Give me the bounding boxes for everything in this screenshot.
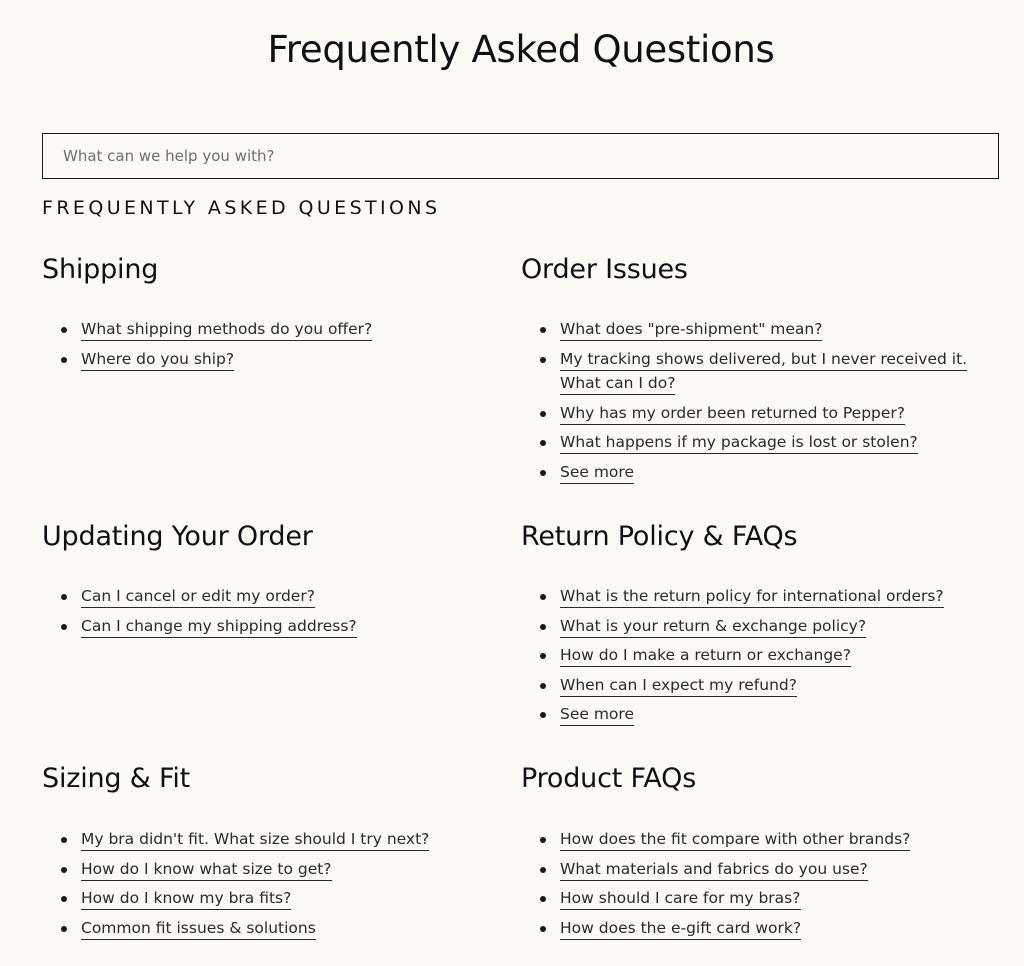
bullet-icon: [61, 327, 67, 333]
list-item: [42, 317, 502, 342]
bullet-icon: [540, 327, 546, 333]
category-title: Shipping: [42, 254, 159, 285]
question-link[interactable]: When can I expect my refund?: [560, 676, 797, 697]
question-link[interactable]: How do I know what size to get?: [81, 860, 332, 881]
question-link[interactable]: Common fit issues & solutions: [81, 919, 316, 940]
bullet-icon: [540, 594, 546, 600]
category-shipping: [42, 252, 502, 376]
bullet-icon: [61, 357, 67, 363]
question-link[interactable]: What does "pre-shipment" mean?: [560, 320, 822, 341]
question-link[interactable]: What shipping methods do you offer?: [81, 320, 372, 341]
category-title: Updating Your Order: [42, 521, 313, 552]
question-link[interactable]: How does the fit compare with other brands?: [560, 830, 910, 851]
bullet-icon: [61, 896, 67, 902]
bullet-icon: [540, 683, 546, 689]
list-item: [42, 347, 502, 372]
bullet-icon: [61, 594, 67, 600]
list-item: [521, 347, 981, 396]
bullet-icon: [540, 896, 546, 902]
list-item: [42, 886, 502, 911]
list-item: [42, 614, 502, 639]
question-link[interactable]: What is the return policy for international orders?: [560, 587, 944, 608]
list-item: [521, 430, 981, 455]
category-return-policy: [521, 519, 981, 732]
list-item: [521, 857, 981, 882]
question-link[interactable]: How do I know my bra fits?: [81, 889, 291, 910]
question-list: [521, 584, 981, 727]
bullet-icon: [540, 926, 546, 932]
page-title: Frequently Asked Questions: [267, 28, 775, 71]
bullet-icon: [540, 357, 546, 363]
list-item: [521, 702, 981, 727]
question-link[interactable]: Can I change my shipping address?: [81, 617, 357, 638]
category-title: Return Policy & FAQs: [521, 521, 798, 552]
list-item: [521, 614, 981, 639]
question-link[interactable]: How do I make a return or exchange?: [560, 646, 851, 667]
list-item: [42, 916, 502, 941]
category-order-issues: [521, 252, 981, 489]
question-link[interactable]: Where do you ship?: [81, 350, 234, 371]
question-list: [42, 317, 502, 371]
category-updating-your-order: [42, 519, 502, 643]
list-item: [521, 827, 981, 852]
category-product-faqs: [521, 761, 981, 945]
question-link[interactable]: How should I care for my bras?: [560, 889, 801, 910]
list-item: [42, 857, 502, 882]
bullet-icon: [540, 712, 546, 718]
see-more-link[interactable]: See more: [560, 705, 634, 726]
search-input[interactable]: [43, 134, 998, 178]
list-item: [521, 643, 981, 668]
bullet-icon: [61, 624, 67, 630]
question-list: [521, 827, 981, 940]
list-item: [521, 916, 981, 941]
question-link[interactable]: How does the e-gift card work?: [560, 919, 801, 940]
list-item: [521, 401, 981, 426]
bullet-icon: [61, 867, 67, 873]
question-link[interactable]: Why has my order been returned to Pepper?: [560, 404, 905, 425]
list-item: [521, 317, 981, 342]
search-box: [42, 133, 999, 179]
category-title: Sizing & Fit: [42, 763, 191, 794]
list-item: [42, 827, 502, 852]
bullet-icon: [61, 837, 67, 843]
section-heading: FREQUENTLY ASKED QUESTIONS: [42, 197, 441, 219]
list-item: [42, 584, 502, 609]
bullet-icon: [540, 624, 546, 630]
bullet-icon: [540, 440, 546, 446]
bullet-icon: [540, 867, 546, 873]
list-item: [521, 886, 981, 911]
question-list: [42, 827, 502, 940]
bullet-icon: [61, 926, 67, 932]
question-link[interactable]: My tracking shows delivered, but I never received it. What can I do?: [560, 350, 967, 396]
question-link[interactable]: What is your return & exchange policy?: [560, 617, 866, 638]
list-item: [521, 584, 981, 609]
category-sizing-fit: [42, 761, 502, 945]
question-link[interactable]: What happens if my package is lost or stolen?: [560, 433, 918, 454]
question-list: [42, 584, 502, 638]
bullet-icon: [540, 837, 546, 843]
see-more-link[interactable]: See more: [560, 463, 634, 484]
question-link[interactable]: My bra didn't fit. What size should I try next?: [81, 830, 429, 851]
question-list: [521, 317, 981, 484]
category-title: Product FAQs: [521, 763, 697, 794]
question-link[interactable]: What materials and fabrics do you use?: [560, 860, 868, 881]
category-title: Order Issues: [521, 254, 688, 285]
list-item: [521, 673, 981, 698]
bullet-icon: [540, 653, 546, 659]
bullet-icon: [540, 470, 546, 476]
bullet-icon: [540, 411, 546, 417]
list-item: [521, 460, 981, 485]
question-link[interactable]: Can I cancel or edit my order?: [81, 587, 315, 608]
